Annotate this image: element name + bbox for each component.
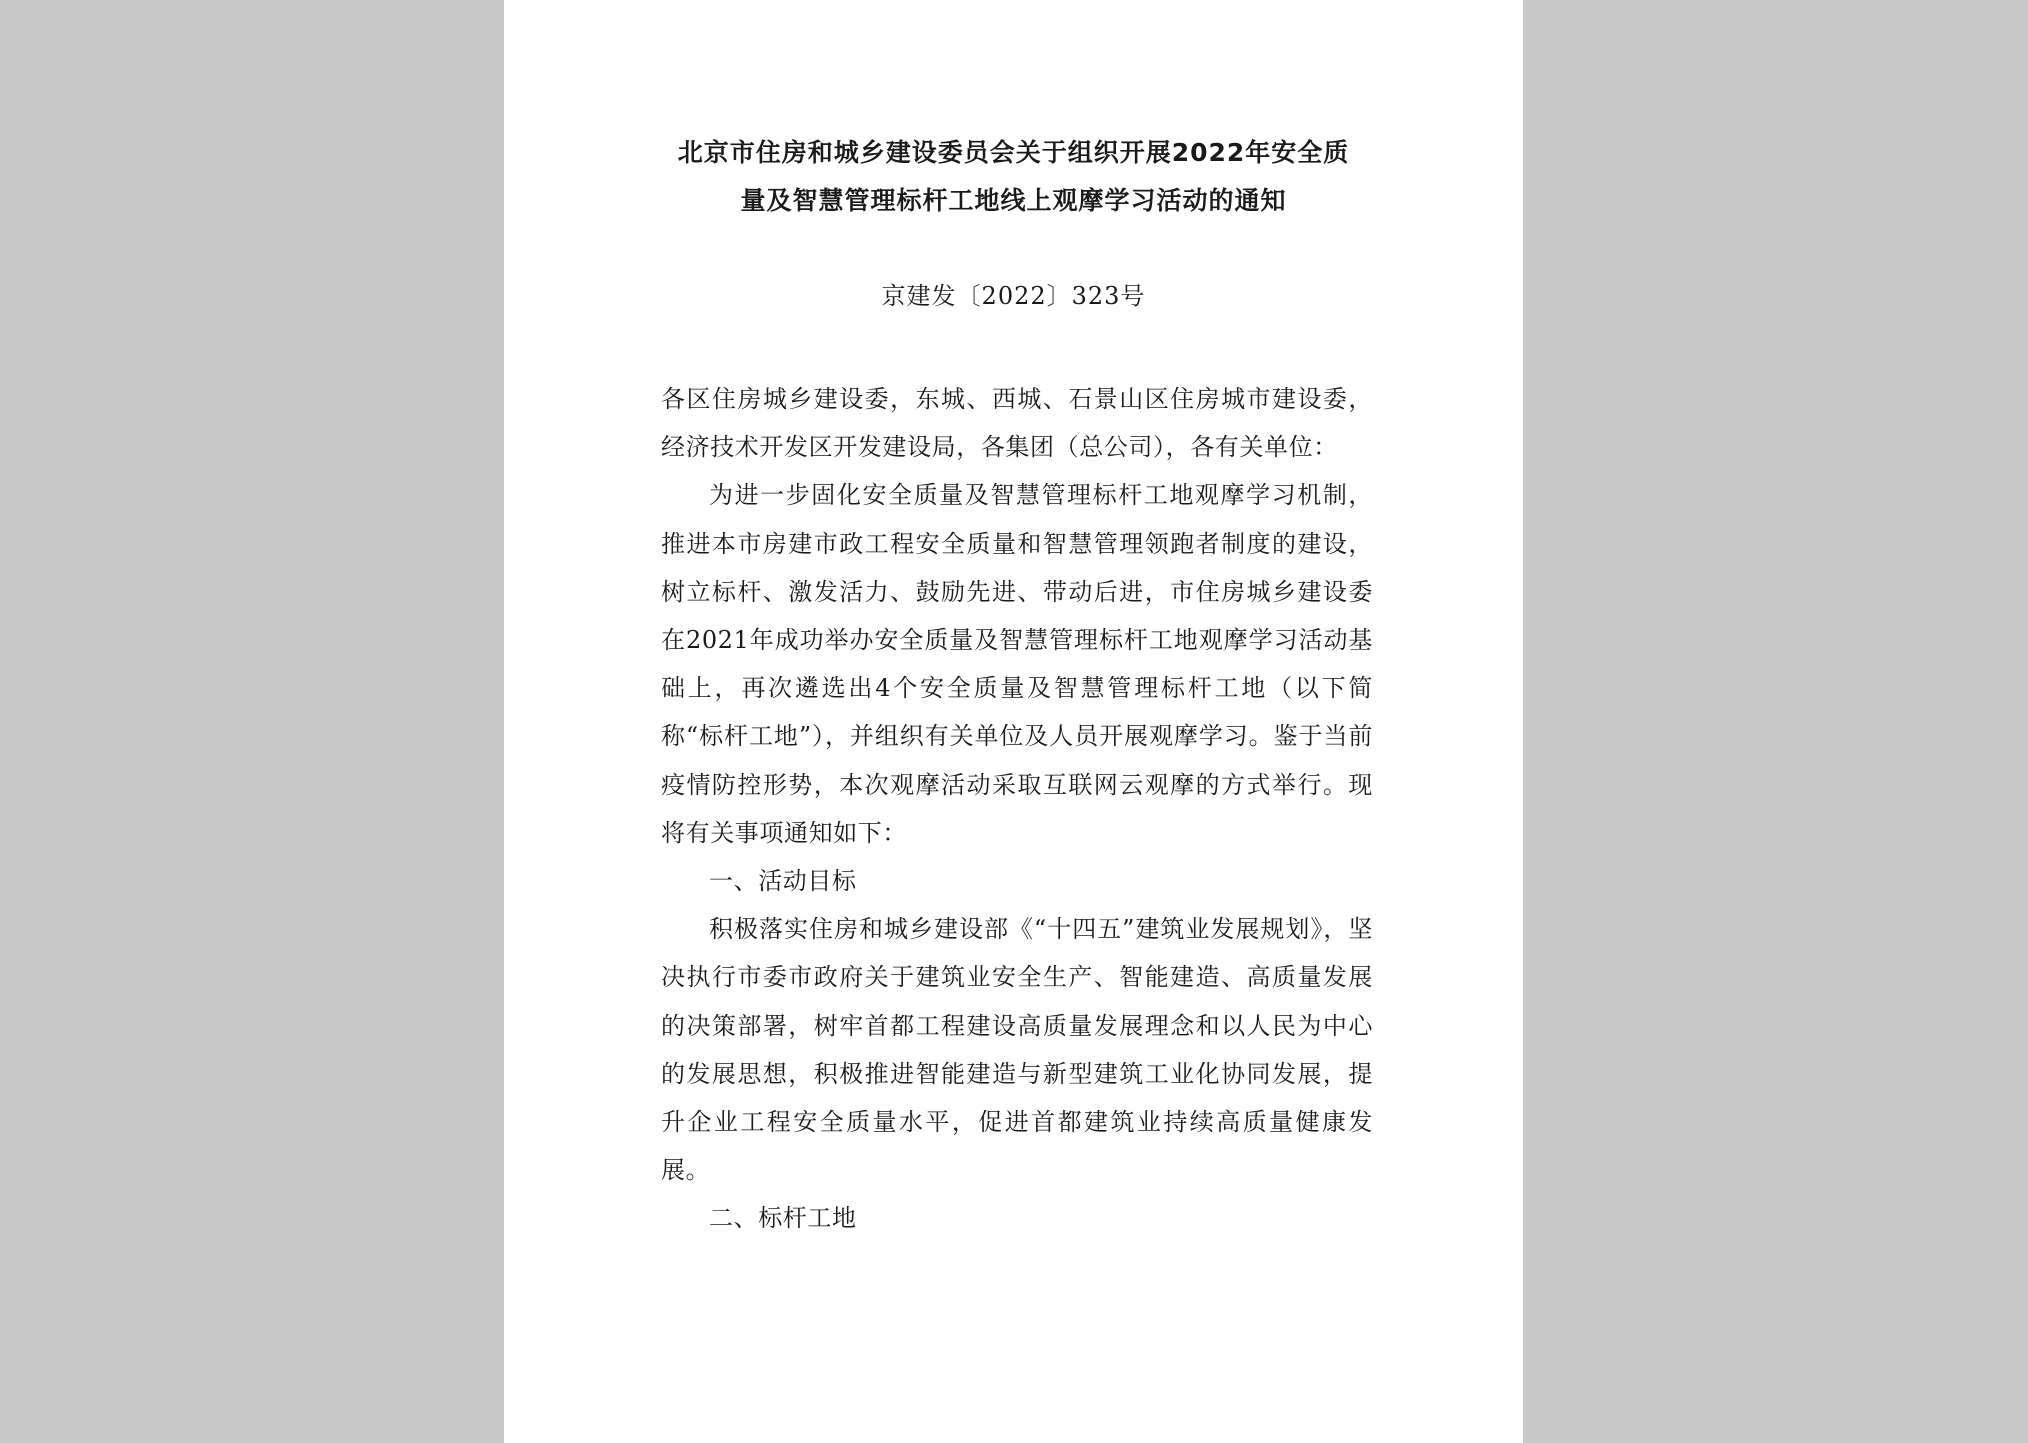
- document-title-line-2: 量及智慧管理标杆工地线上观摩学习活动的通知: [740, 186, 1287, 215]
- section-1-paragraph: 积极落实住房和城乡建设部《“十四五”建筑业发展规划》，坚决执行市委市政府关于建筑业安全生产、智能建造、高质量发展的决策部署，树牢首都工程建设高质量发展理念和以人民为中心的发展思想，积极推进智能建造与新型建筑工业化协同发展，提升企业工程安全质量水平，促进首都建筑业持续高质量健康发展。: [661, 915, 1373, 1185]
- section-2-heading: 二、标杆工地: [709, 1204, 857, 1233]
- section-1-heading: 一、活动目标: [709, 867, 857, 896]
- document-body: [661, 375, 1373, 1243]
- document-title-line-1: 北京市住房和城乡建设委员会关于组织开展2022年安全质: [677, 138, 1350, 167]
- addressee-paragraph: 各区住房城乡建设委，东城、西城、石景山区住房城市建设委，经济技术开发区开发建设局，各集团（总公司），各有关单位：: [661, 385, 1373, 462]
- intro-paragraph: 为进一步固化安全质量及智慧管理标杆工地观摩学习机制，推进本市房建市政工程安全质量和智慧管理领跑者制度的建设，树立标杆、激发活力、鼓励先进、带动后进，市住房城乡建设委在2021年成功举办安全质量及智慧管理标杆工地观摩学习活动基础上，再次遴选出4个安全质量及智慧管理标杆工地（以下简称“标杆工地”），并组织有关单位及人员开展观摩学习。鉴于当前疫情防控形势，本次观摩活动采取互联网云观摩的方式举行。现将有关事项通知如下：: [661, 481, 1373, 847]
- document-number: 京建发〔2022〕323号: [881, 282, 1146, 310]
- document-page: [504, 0, 1523, 1443]
